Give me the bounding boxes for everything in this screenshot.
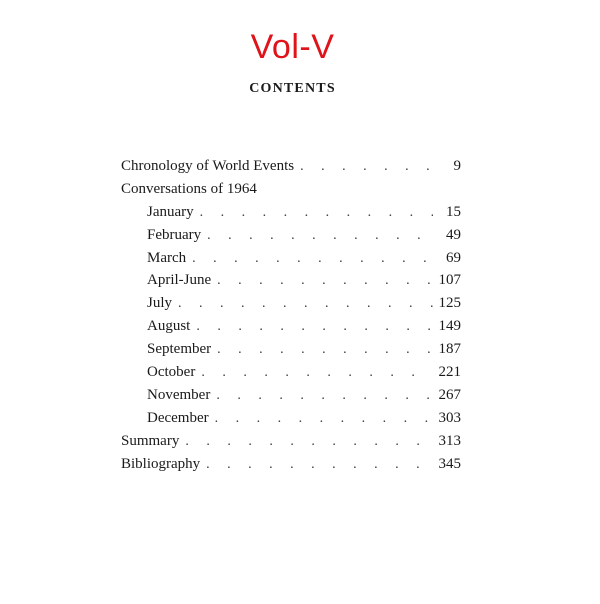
toc-page-number: 313 — [438, 432, 461, 449]
toc-entry-november[interactable] — [121, 384, 461, 407]
toc-entry-label: October — [147, 364, 196, 381]
toc-entry-september[interactable] — [121, 338, 461, 361]
toc-page-number: 267 — [438, 386, 461, 403]
toc-entry-label: March — [147, 249, 187, 266]
toc-entry-label: November — [147, 386, 211, 403]
volume-title: Vol-V — [250, 28, 335, 66]
toc-page-number: 303 — [438, 409, 461, 426]
toc-page-number: 107 — [438, 272, 461, 289]
dot-leader — [192, 248, 433, 271]
dot-leader — [206, 454, 433, 477]
table-of-contents — [121, 155, 461, 475]
dot-leader — [207, 225, 433, 248]
toc-entry-bibliography[interactable] — [121, 453, 461, 476]
dot-leader — [215, 408, 433, 431]
toc-entry-label: August — [147, 318, 191, 335]
toc-page-number: 9 — [453, 158, 461, 174]
toc-page-number: 49 — [446, 226, 461, 243]
toc-entry-label: Bibliography — [121, 455, 201, 472]
toc-entry-label: January — [147, 203, 194, 220]
toc-entry-july[interactable] — [121, 292, 461, 315]
dot-leader — [217, 339, 433, 362]
toc-entry-april-june[interactable] — [121, 269, 461, 292]
toc-page-number: 125 — [438, 295, 461, 312]
toc-entry-summary[interactable] — [121, 430, 461, 453]
toc-page-number: 15 — [446, 203, 461, 220]
toc-entry-february[interactable] — [121, 224, 461, 247]
dot-leader — [185, 431, 433, 454]
dot-leader — [201, 362, 433, 385]
toc-page-number: 149 — [438, 318, 461, 335]
dot-leader — [200, 202, 433, 225]
toc-entry-label: Chronology of World Events — [121, 158, 295, 174]
toc-entry-conversations-1964 — [121, 178, 461, 201]
dot-leader — [196, 316, 433, 339]
toc-entry-august[interactable] — [121, 315, 461, 338]
toc-entry-december[interactable] — [121, 407, 461, 430]
toc-section-label: Conversations of 1964 — [121, 180, 257, 197]
toc-entry-label: April-June — [147, 272, 212, 289]
toc-entry-label: September — [147, 341, 212, 358]
toc-entry-march[interactable] — [121, 247, 461, 270]
toc-page-number: 187 — [438, 341, 461, 358]
toc-page-number: 69 — [446, 249, 461, 266]
dot-leader — [178, 293, 433, 316]
toc-entry-october[interactable] — [121, 361, 461, 384]
toc-entry-label: July — [147, 295, 173, 312]
dot-leader — [217, 270, 433, 293]
toc-page-number: 221 — [438, 364, 461, 381]
dot-leader — [300, 156, 433, 179]
toc-entry-label: February — [147, 226, 202, 243]
toc-entry-label: Summary — [121, 432, 180, 449]
contents-heading: CONTENTS — [249, 81, 336, 96]
toc-entry-label: December — [147, 409, 209, 426]
dot-leader — [216, 385, 433, 408]
toc-page-number: 345 — [438, 455, 461, 472]
toc-entry-chronology[interactable] — [121, 155, 461, 178]
toc-entry-january[interactable] — [121, 201, 461, 224]
